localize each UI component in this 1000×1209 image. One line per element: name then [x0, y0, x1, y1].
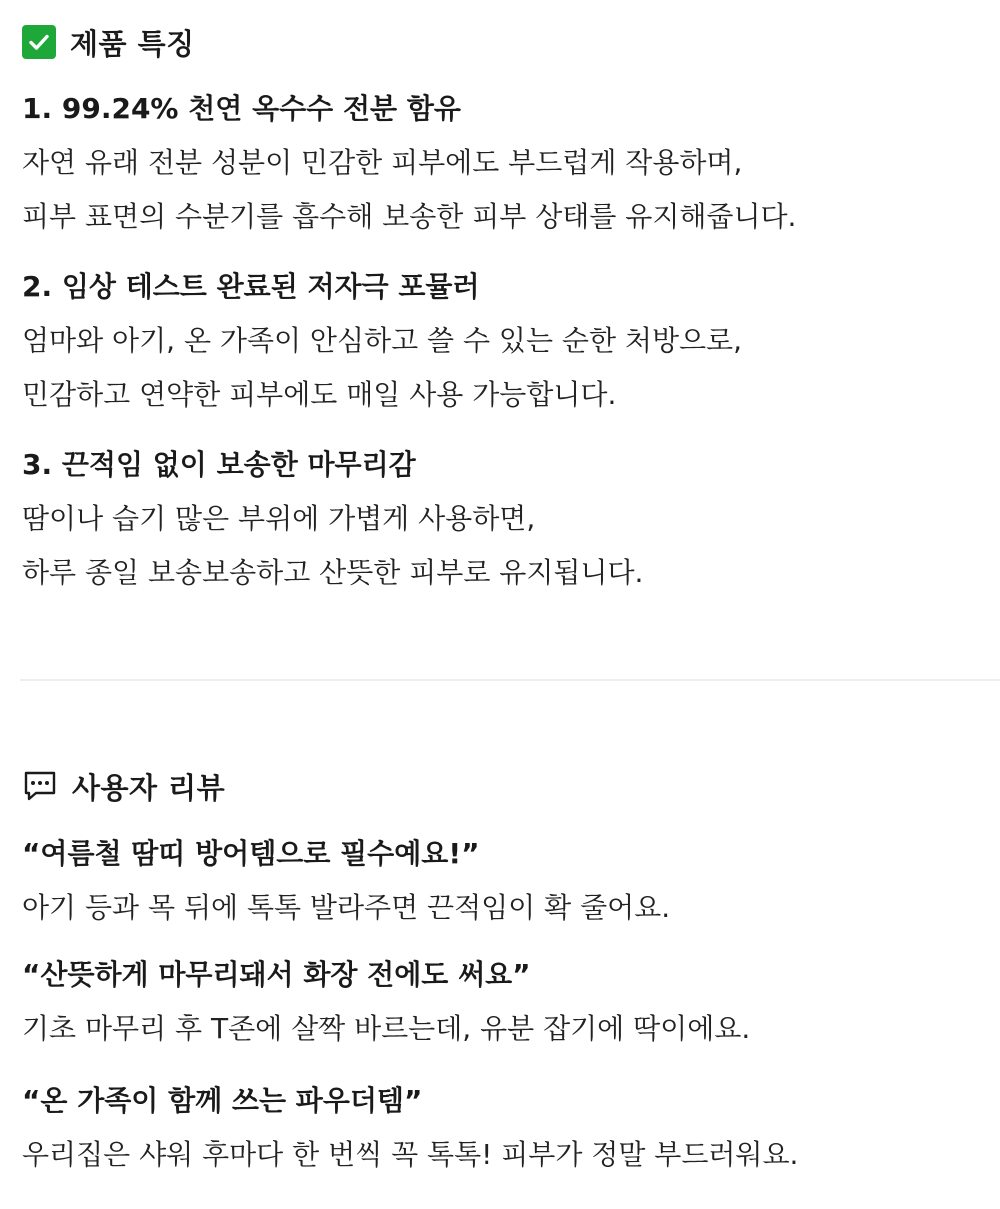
feature-title: 3. 끈적임 없이 보송한 마무리감	[22, 448, 416, 481]
feature-description-line: 하루 종일 보송보송하고 산뜻한 피부로 유지됩니다.	[22, 556, 644, 589]
features-header	[22, 22, 1000, 62]
reviews-title: 사용자 리뷰	[72, 770, 226, 805]
section-divider	[20, 679, 1000, 681]
feature-description-line: 민감하고 연약한 피부에도 매일 사용 가능합니다.	[22, 378, 617, 411]
review-quote: “여름철 땀띠 방어템으로 필수예요!”	[22, 837, 480, 870]
feature-description-line: 자연 유래 전분 성분이 민감한 피부에도 부드럽게 작용하며,	[22, 146, 743, 179]
reviews-section	[22, 766, 1000, 806]
check-mark-button-icon	[22, 25, 56, 59]
feature-item-1	[22, 91, 1000, 235]
feature-item-3	[22, 447, 1000, 591]
feature-description-line: 땀이나 습기 많은 부위에 가볍게 사용하면,	[22, 502, 536, 535]
review-item-1	[22, 836, 1000, 926]
review-quote: “산뜻하게 마무리돼서 화장 전에도 써요”	[22, 958, 531, 991]
feature-title: 1. 99.24% 천연 옥수수 전분 함유	[22, 92, 461, 125]
feature-title: 2. 임상 테스트 완료된 저자극 포뮬러	[22, 270, 480, 303]
review-item-3	[22, 1083, 1000, 1173]
review-text: 아기 등과 목 뒤에 톡톡 발라주면 끈적임이 확 줄어요.	[22, 891, 671, 924]
speech-bubble-icon	[22, 769, 58, 803]
feature-description-line: 엄마와 아기, 온 가족이 안심하고 쓸 수 있는 순한 처방으로,	[22, 324, 743, 357]
features-section	[22, 22, 1000, 62]
reviews-header	[22, 766, 1000, 806]
review-text: 우리집은 샤워 후마다 한 번씩 꼭 톡톡! 피부가 정말 부드러워요.	[22, 1138, 799, 1171]
feature-description-line: 피부 표면의 수분기를 흡수해 보송한 피부 상태를 유지해줍니다.	[22, 200, 797, 233]
review-quote: “온 가족이 함께 쓰는 파우더템”	[22, 1084, 423, 1117]
review-item-2	[22, 957, 1000, 1047]
feature-item-2	[22, 269, 1000, 413]
features-title: 제품 특징	[70, 26, 195, 61]
review-text: 기초 마무리 후 T존에 살짝 바르는데, 유분 잡기에 딱이에요.	[22, 1012, 751, 1045]
